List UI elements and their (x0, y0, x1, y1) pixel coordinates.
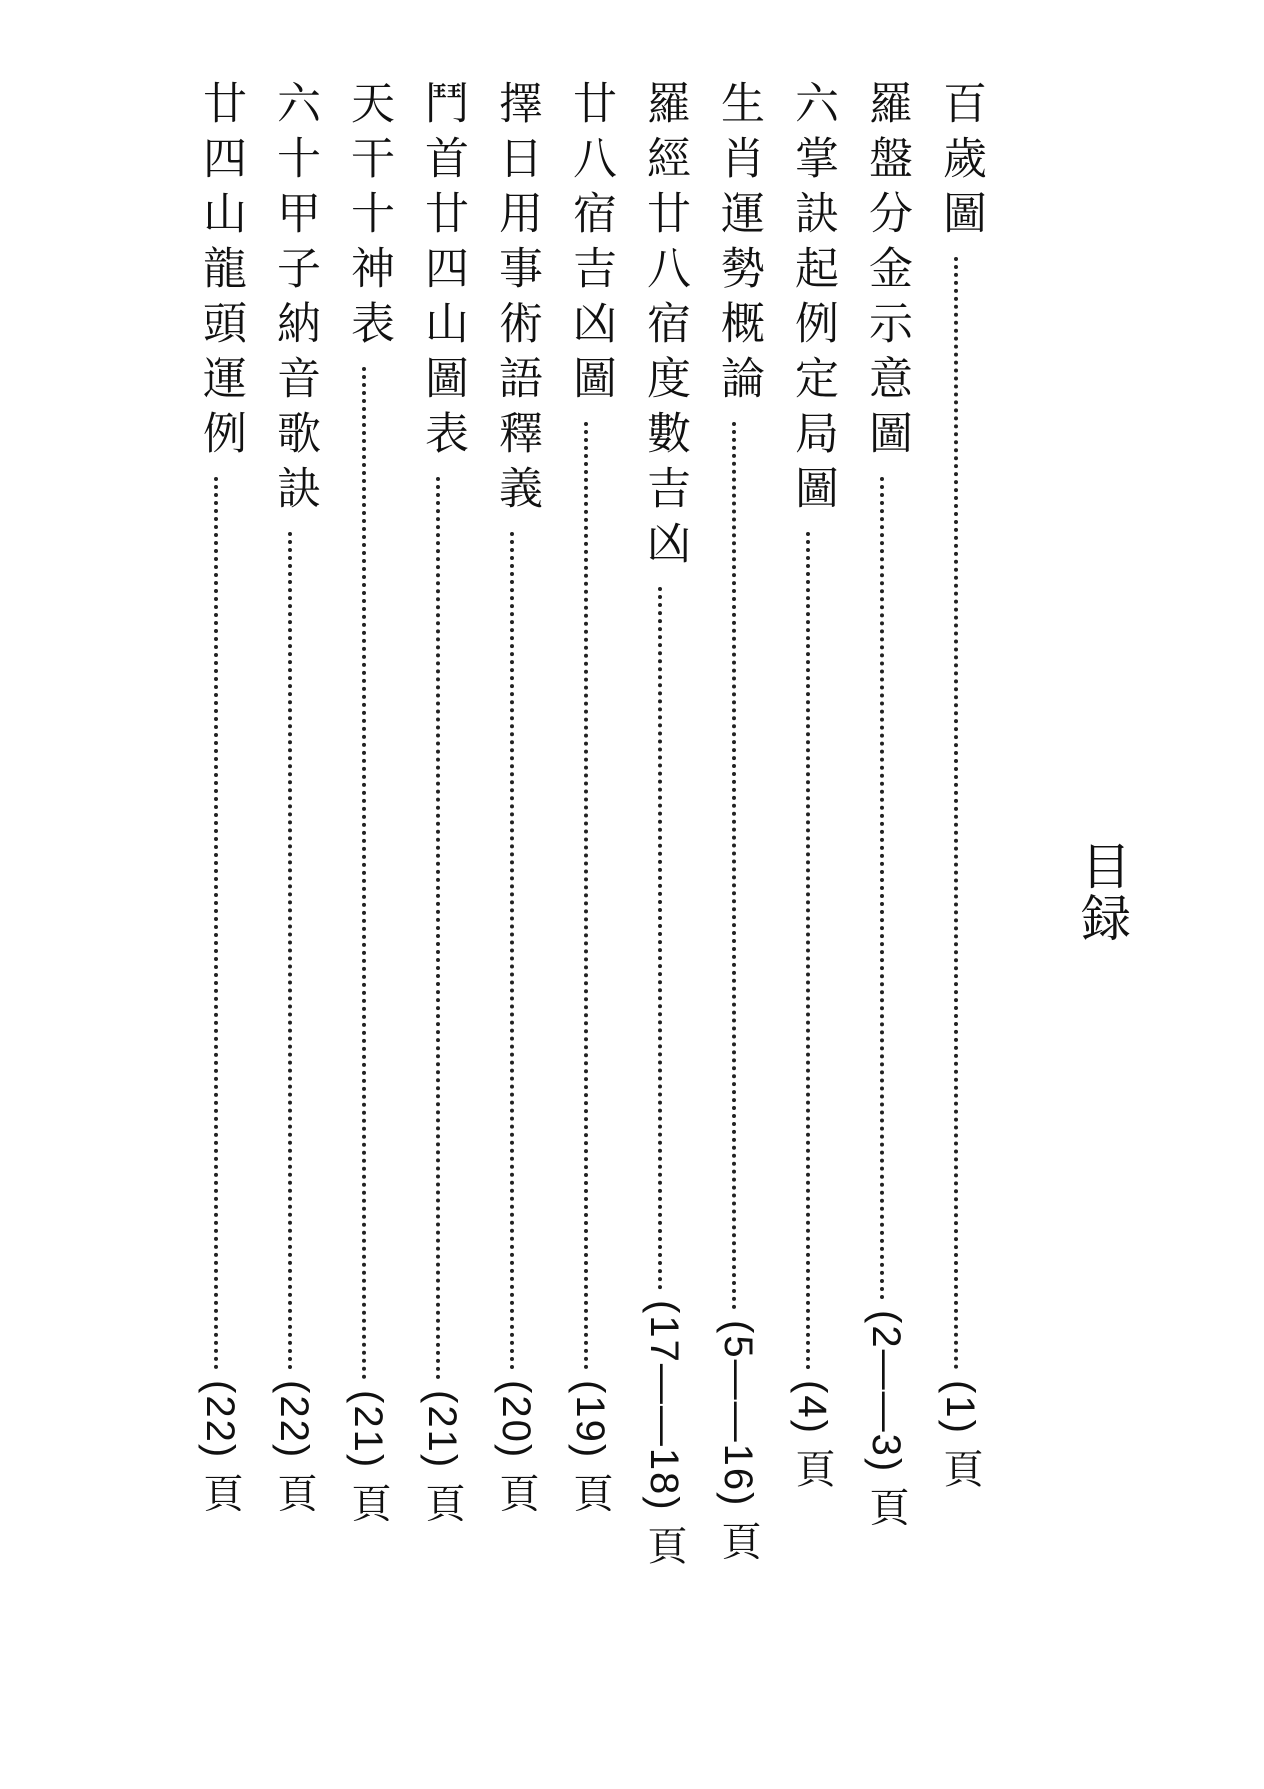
toc-entry-title: 天干十神表 (343, 80, 394, 355)
toc-entry-title: 廿四山龍頭運例 (195, 80, 246, 465)
toc-entry (636, 80, 692, 1710)
toc-entry-page: (21) 頁 (346, 1390, 390, 1525)
dot-leader (510, 532, 520, 1370)
dot-leader (214, 477, 224, 1370)
toc-entry-page: (4) 頁 (790, 1380, 834, 1490)
dot-leader (880, 477, 890, 1300)
toc-entry-title: 六掌訣起例定局圖 (787, 80, 838, 520)
toc-entry (488, 80, 544, 1710)
toc-entry (192, 80, 248, 1710)
toc-entry-page: (19) 頁 (568, 1380, 612, 1515)
dot-leader (954, 257, 964, 1370)
dot-leader (658, 587, 668, 1290)
toc-entry-title: 廿八宿吉凶圖 (565, 80, 616, 410)
toc-entry (266, 80, 322, 1710)
toc-entry (932, 80, 988, 1710)
toc-entry (858, 80, 914, 1710)
toc-entry-title: 六十甲子納音歌訣 (269, 80, 320, 520)
dot-leader (806, 532, 816, 1370)
toc-entry-title: 鬥首廿四山圖表 (417, 80, 468, 465)
toc-entry (562, 80, 618, 1710)
toc-entry (414, 80, 470, 1710)
dot-leader (732, 422, 742, 1310)
toc-entry (710, 80, 766, 1710)
toc-entry-page: (21) 頁 (420, 1390, 464, 1525)
toc-entry-title: 羅經廿八宿度數吉凶 (639, 80, 690, 575)
toc-entry-title: 羅盤分金示意圖 (861, 80, 912, 465)
page-title: 目録 (1073, 840, 1131, 944)
dot-leader (584, 422, 594, 1370)
dot-leader (288, 532, 298, 1370)
toc-entry (340, 80, 396, 1710)
toc-entry-page: (17——18) 頁 (642, 1300, 686, 1567)
toc-entry-title: 擇日用事術語釋義 (491, 80, 542, 520)
toc-entry (784, 80, 840, 1710)
dot-leader (436, 477, 446, 1380)
toc-entry-page: (22) 頁 (198, 1380, 242, 1515)
toc-entry-page: (5——16) 頁 (716, 1320, 760, 1563)
toc-entry-title: 百歲圖 (935, 80, 986, 245)
toc-entry-page: (2——3) 頁 (864, 1310, 908, 1529)
toc-entry-page: (22) 頁 (272, 1380, 316, 1515)
dot-leader (362, 367, 372, 1380)
toc-entry-page: (1) 頁 (938, 1380, 982, 1490)
toc-entry-title: 生肖運勢概論 (713, 80, 764, 410)
toc-entry-page: (20) 頁 (494, 1380, 538, 1515)
